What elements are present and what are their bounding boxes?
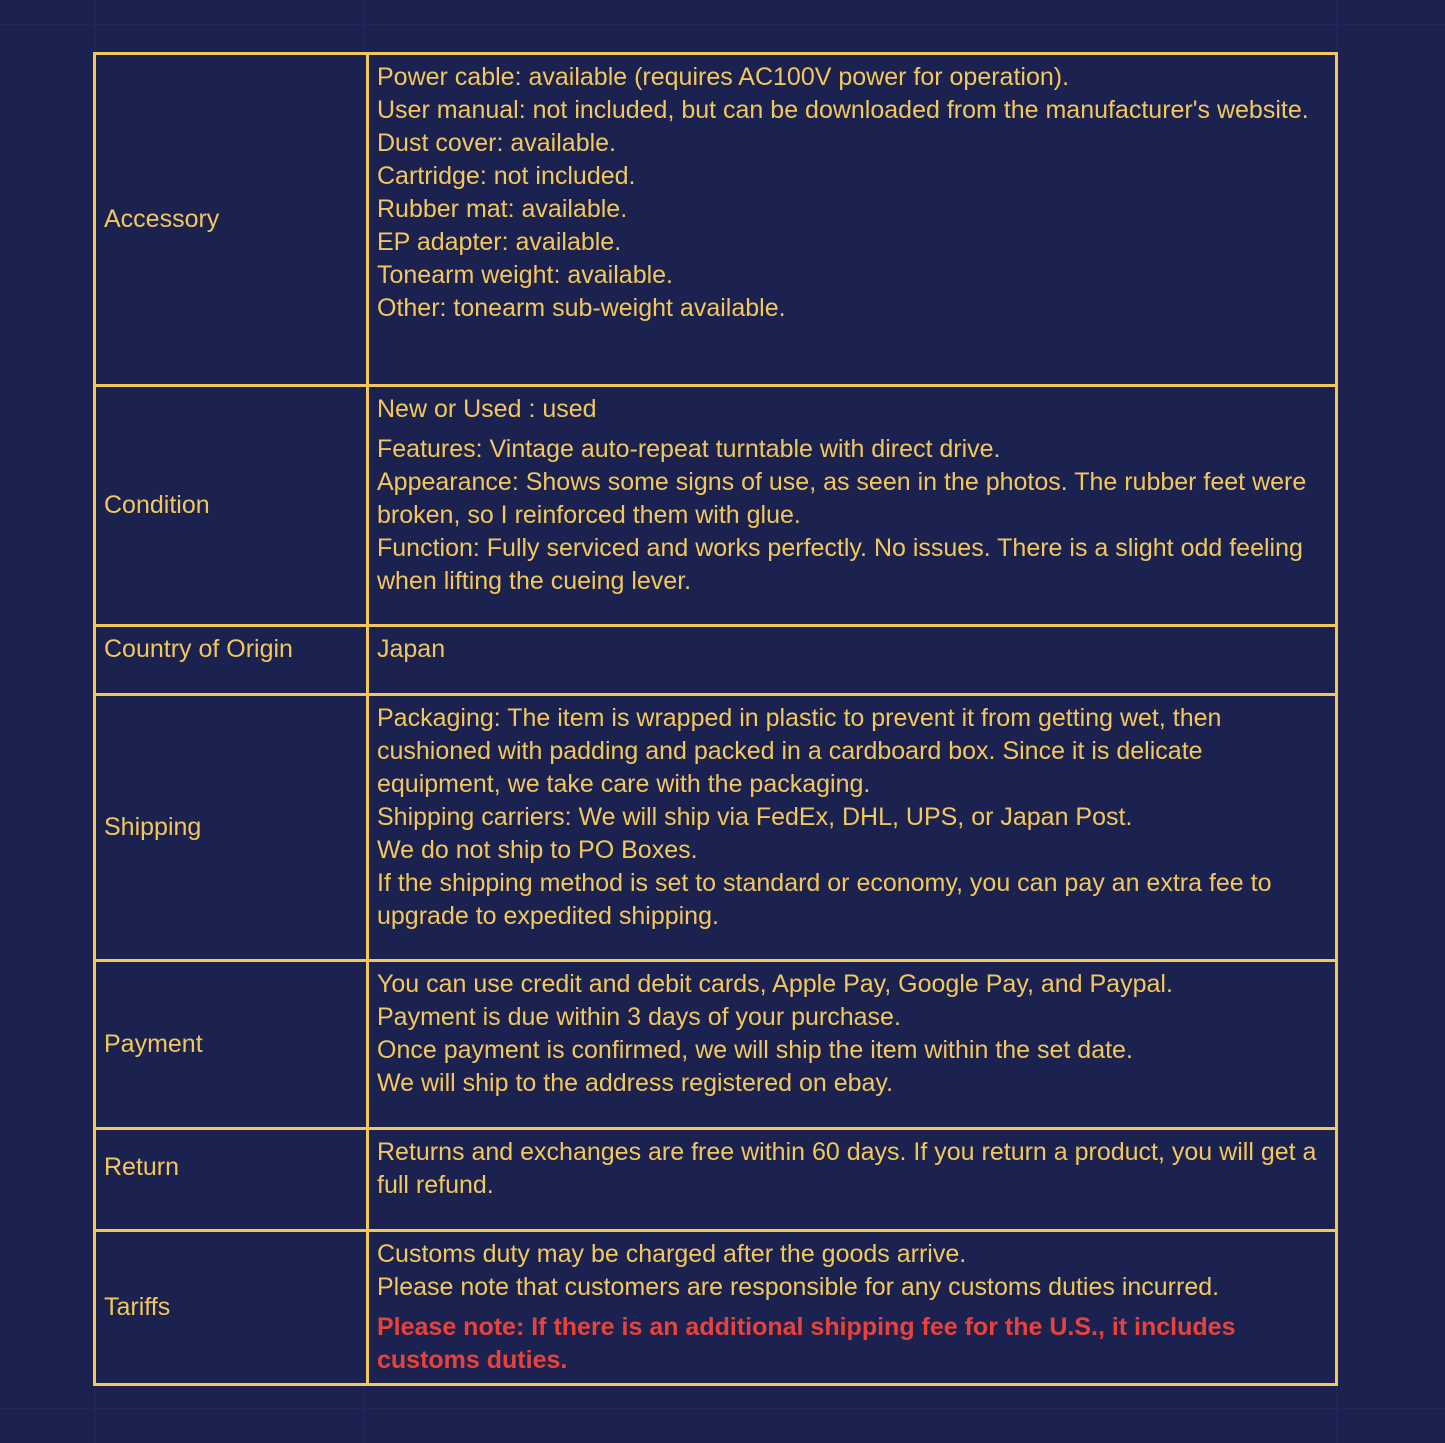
value-return xyxy=(368,1129,1337,1231)
row-tariffs xyxy=(95,1231,1337,1385)
condition-line: Function: Fully serviced and works perfectly. No issues. There is a slight odd feeling when lifting the cueing lever. xyxy=(377,534,1303,595)
tariffs-line: Please note that customers are responsible for any customs duties incurred. xyxy=(377,1273,1220,1301)
origin-line: Japan xyxy=(377,635,446,663)
value-payment xyxy=(368,961,1337,1129)
listing-info-table xyxy=(93,52,1338,1386)
label-shipping: Shipping xyxy=(95,695,368,961)
value-accessory xyxy=(368,54,1337,386)
accessory-line: User manual: not included, but can be downloaded from the manufacturer's website. xyxy=(377,96,1309,124)
label-country-of-origin: Country of Origin xyxy=(95,626,368,695)
tariffs-line: Customs duty may be charged after the goods arrive. xyxy=(377,1240,967,1268)
label-return: Return xyxy=(95,1129,368,1231)
condition-line: Features: Vintage auto-repeat turntable with direct drive. xyxy=(377,435,1001,463)
value-condition xyxy=(368,386,1337,626)
row-payment xyxy=(95,961,1337,1129)
row-accessory xyxy=(95,54,1337,386)
value-shipping xyxy=(368,695,1337,961)
row-country-of-origin xyxy=(95,626,1337,695)
row-shipping xyxy=(95,695,1337,961)
label-tariffs: Tariffs xyxy=(95,1231,368,1385)
payment-line: Once payment is confirmed, we will ship the item within the set date. xyxy=(377,1036,1133,1064)
label-accessory: Accessory xyxy=(95,54,368,386)
shipping-line: We do not ship to PO Boxes. xyxy=(377,836,698,864)
accessory-line: Cartridge: not included. xyxy=(377,162,636,190)
shipping-line: Shipping carriers: We will ship via FedEx, DHL, UPS, or Japan Post. xyxy=(377,803,1133,831)
condition-line: Appearance: Shows some signs of use, as seen in the photos. The rubber feet were broken, so I reinforced them with glue. xyxy=(377,468,1307,529)
row-return xyxy=(95,1129,1337,1231)
accessory-line: Rubber mat: available. xyxy=(377,195,628,223)
accessory-line: EP adapter: available. xyxy=(377,228,622,256)
condition-line: New or Used : used xyxy=(377,395,597,423)
label-payment: Payment xyxy=(95,961,368,1129)
shipping-line: If the shipping method is set to standard or economy, you can pay an extra fee to upgrade to expedited shipping. xyxy=(377,869,1272,930)
accessory-line: Power cable: available (requires AC100V power for operation). xyxy=(377,63,1070,91)
payment-line: We will ship to the address registered on ebay. xyxy=(377,1069,894,1097)
accessory-line: Other: tonearm sub-weight available. xyxy=(377,294,786,322)
return-line: Returns and exchanges are free within 60 days. If you return a product, you will get a full refund. xyxy=(377,1138,1317,1199)
value-country-of-origin xyxy=(368,626,1337,695)
payment-line: Payment is due within 3 days of your purchase. xyxy=(377,1003,901,1031)
label-condition: Condition xyxy=(95,386,368,626)
accessory-line: Tonearm weight: available. xyxy=(377,261,673,289)
value-tariffs xyxy=(368,1231,1337,1385)
shipping-line: Packaging: The item is wrapped in plastic to prevent it from getting wet, then cushioned with padding and packed in a cardboard box. Since it is delicate equipment, we take care with the packaging. xyxy=(377,704,1222,798)
row-condition xyxy=(95,386,1337,626)
payment-line: You can use credit and debit cards, Apple Pay, Google Pay, and Paypal. xyxy=(377,970,1173,998)
tariffs-alert-note: Please note: If there is an additional shipping fee for the U.S., it includes customs duties. xyxy=(377,1313,1236,1374)
accessory-line: Dust cover: available. xyxy=(377,129,617,157)
